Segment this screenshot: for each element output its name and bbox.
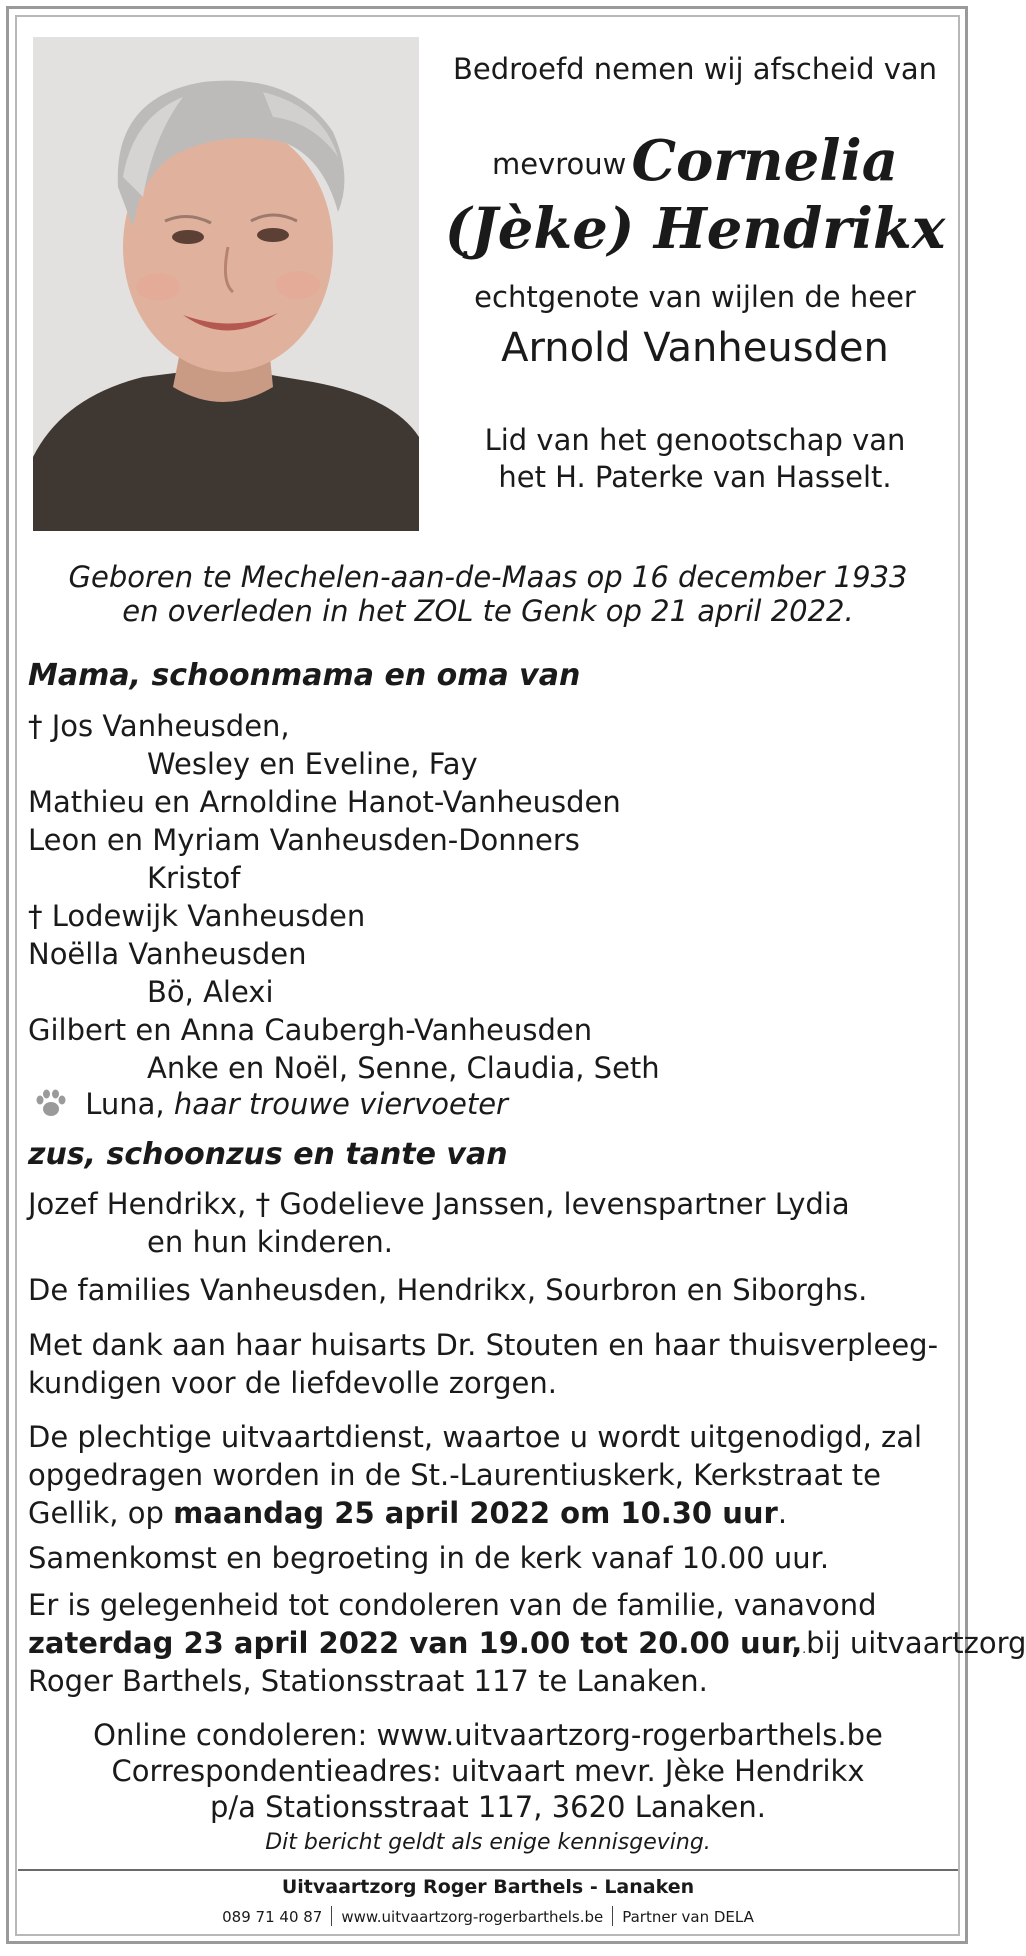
intro-text: Bedroefd nemen wij afscheid van bbox=[452, 52, 938, 86]
paw-print-icon bbox=[34, 1088, 68, 1118]
service-line: De plechtige uitvaartdienst, waartoe u wordt uitgenodigd, zal bbox=[28, 1420, 923, 1454]
correspondence-line: Correspondentieadres: uitvaart mevr. Jèke Hendrikx bbox=[111, 1754, 865, 1788]
service-end: . bbox=[777, 1496, 788, 1530]
condolence-dot: . bbox=[802, 1642, 807, 1656]
family-member: Mathieu en Arnoldine Hanot-Vanheusden bbox=[28, 785, 621, 819]
portrait-illustration bbox=[33, 37, 419, 531]
thanks-line: Met dank aan haar huisarts Dr. Stouten en haar thuisverpleeg- bbox=[28, 1328, 939, 1362]
family-member: † Jos Vanheusden, bbox=[28, 709, 290, 743]
family-member: Anke en Noël, Senne, Claudia, Seth bbox=[147, 1051, 660, 1085]
family-member: Kristof bbox=[147, 861, 241, 895]
footer-company: Uitvaartzorg Roger Barthels - Lanaken bbox=[281, 1876, 695, 1898]
families-line: De families Vanheusden, Hendrikx, Sourbron en Siborghs. bbox=[28, 1273, 868, 1307]
siblings-line: en hun kinderen. bbox=[147, 1225, 394, 1259]
service-line: opgedragen worden in de St.-Laurentiuskerk, Kerkstraat te bbox=[28, 1458, 882, 1492]
online-condolence: Online condoleren: www.uitvaartzorg-rogerbarthels.be bbox=[93, 1718, 883, 1752]
footer-phone: 089 71 40 87 bbox=[222, 1908, 323, 1926]
notice-text: Dit bericht geldt als enige kennisgeving. bbox=[265, 1830, 711, 1855]
title-prefix: mevrouw bbox=[491, 147, 627, 181]
birth-line: Geboren te Mechelen-aan-de-Maas op 16 december 1933 bbox=[68, 560, 908, 594]
siblings-line: Jozef Hendrikx, † Godelieve Janssen, levenspartner Lydia bbox=[28, 1187, 850, 1221]
name-line-1 bbox=[430, 128, 960, 194]
condolence-address: Roger Barthels, Stationsstraat 117 te Lanaken. bbox=[28, 1664, 708, 1698]
thanks-line: kundigen voor de liefdevolle zorgen. bbox=[28, 1366, 557, 1400]
footer-website[interactable]: www.uitvaartzorg-rogerbarthels.be bbox=[341, 1908, 604, 1926]
service-date-line bbox=[28, 1494, 787, 1532]
deceased-first-name: Cornelia bbox=[631, 128, 899, 194]
condolence-line: Er is gelegenheid tot condoleren van de familie, vanavond bbox=[28, 1588, 877, 1622]
sibling-heading: zus, schoonzus en tante van bbox=[28, 1137, 508, 1172]
pet-line bbox=[34, 1085, 508, 1123]
pet-name: Luna, bbox=[85, 1087, 165, 1121]
family-member: Gilbert en Anna Caubergh-Vanheusden bbox=[28, 1013, 593, 1047]
condolence-date: zaterdag 23 april 2022 van 19.00 tot 20.00 uur, bbox=[28, 1626, 803, 1660]
family-member: † Lodewijk Vanheusden bbox=[28, 899, 366, 933]
footer-separator bbox=[331, 1906, 332, 1926]
spouse-intro: echtgenote van wijlen de heer bbox=[474, 280, 916, 314]
footer-contact bbox=[18, 1906, 958, 1926]
pet-description: haar trouwe viervoeter bbox=[173, 1087, 508, 1121]
condolence-place: bij uitvaartzorg bbox=[806, 1626, 1026, 1660]
death-line: en overleden in het ZOL te Genk op 21 april 2022. bbox=[122, 594, 854, 628]
service-date: maandag 25 april 2022 om 10.30 uur bbox=[173, 1496, 778, 1530]
family-heading: Mama, schoonmama en oma van bbox=[28, 658, 581, 693]
portrait-photo bbox=[33, 37, 419, 531]
membership-line-1: Lid van het genootschap van bbox=[484, 423, 906, 457]
correspondence-line: p/a Stationsstraat 117, 3620 Lanaken. bbox=[210, 1790, 766, 1824]
gathering-line: Samenkomst en begroeting in de kerk vanaf 10.00 uur. bbox=[28, 1541, 830, 1575]
service-place: Gellik, op bbox=[28, 1496, 164, 1530]
family-member: Bö, Alexi bbox=[147, 975, 274, 1009]
membership-line-2: het H. Paterke van Hasselt. bbox=[498, 460, 892, 494]
footer-separator bbox=[612, 1906, 613, 1926]
family-member: Wesley en Eveline, Fay bbox=[147, 747, 478, 781]
family-member: Noëlla Vanheusden bbox=[28, 937, 307, 971]
deceased-name: (Jèke) Hendrikx bbox=[444, 196, 946, 262]
footer-divider bbox=[18, 1869, 958, 1871]
family-member: Leon en Myriam Vanheusden-Donners bbox=[28, 823, 580, 857]
spouse-name: Arnold Vanheusden bbox=[501, 325, 889, 371]
footer-partner: Partner van DELA bbox=[622, 1908, 754, 1926]
